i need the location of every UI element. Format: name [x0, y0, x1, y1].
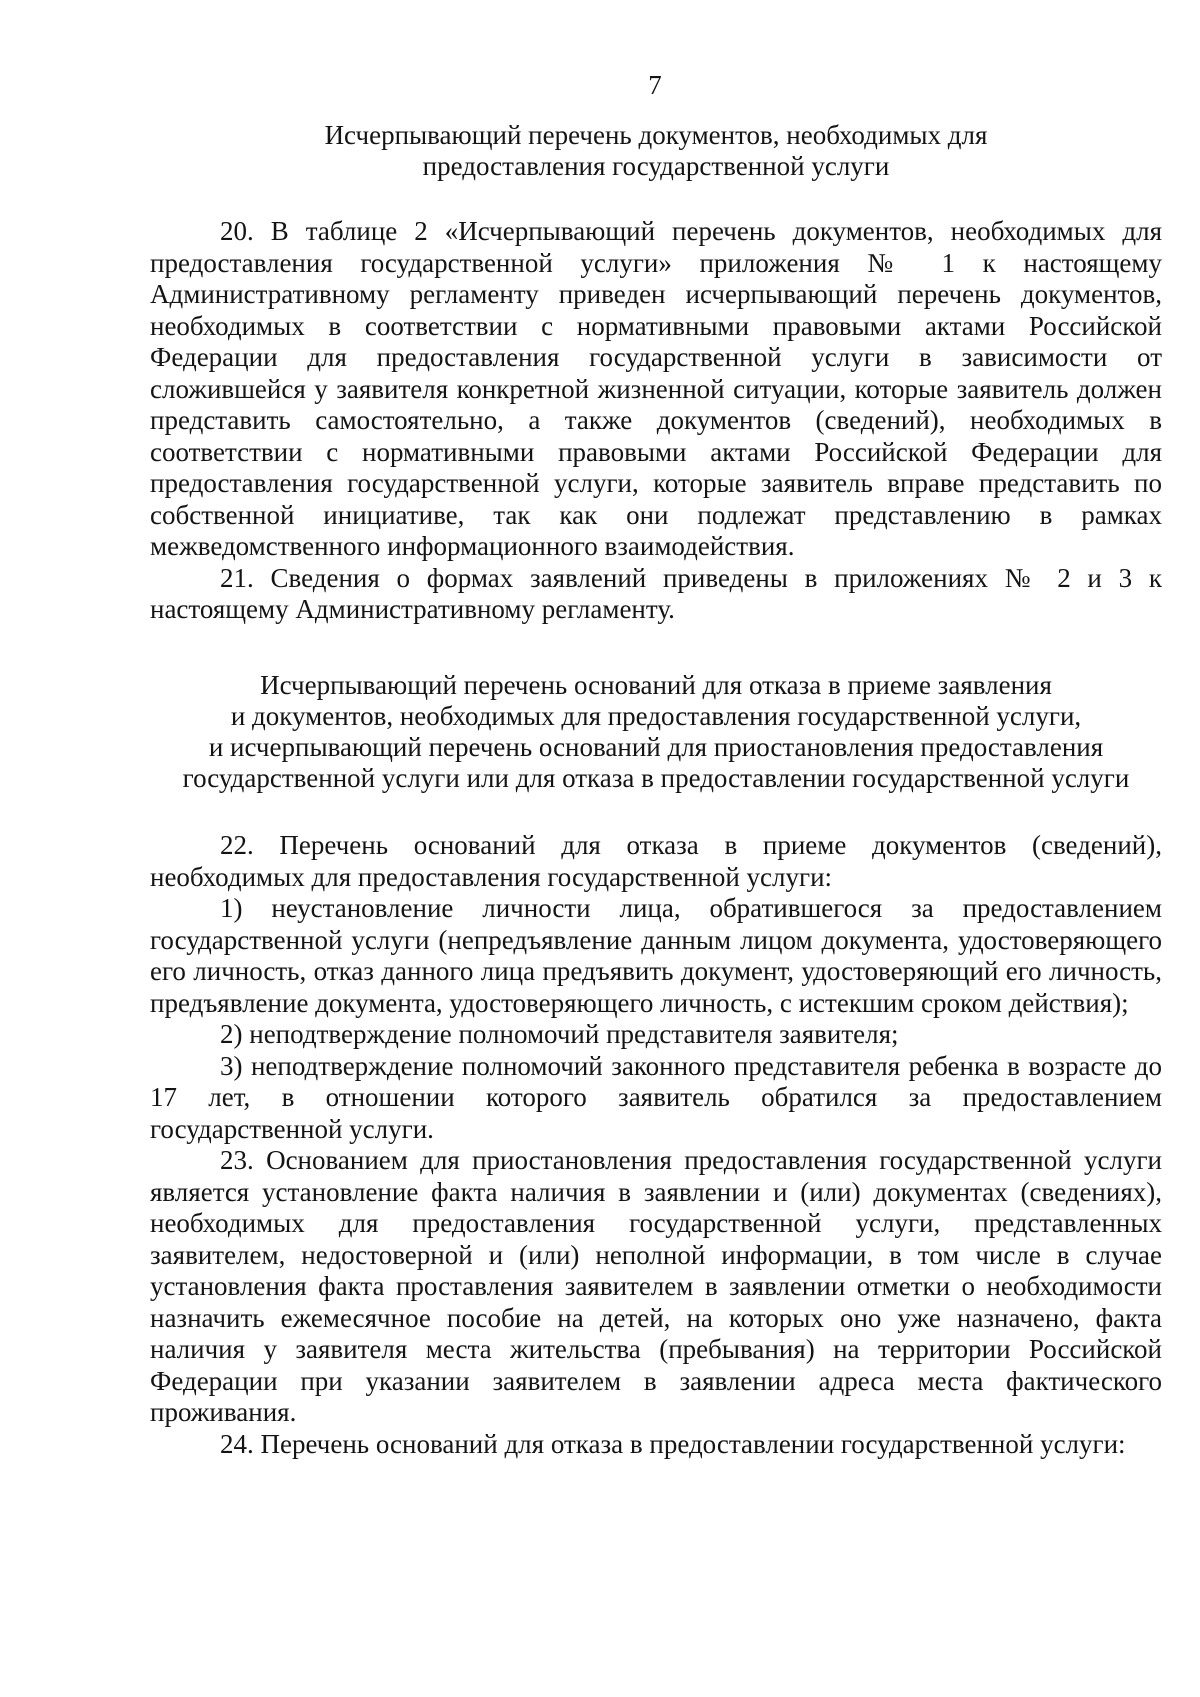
section-heading-documents-list	[150, 120, 1162, 182]
heading-line: и документов, необходимых для предоставления государственной услуги,	[230, 701, 1082, 731]
list-item-3: 3) неподтверждение полномочий законного представителя ребенка в возрасте до 17 лет, в отношении которого заявитель обратился за предоставлением государственной услуги.	[150, 1050, 1162, 1144]
list-item-1: 1) неустановление личности лица, обратившегося за предоставлением государственной услуги (непредъявление данным лицом документа, удостоверяющего его личность, отказ данного лица предъявить документ, удостоверяющий его личность, предъявление документа, удостоверяющего личность, с истекшим сроком действия);	[150, 893, 1162, 1018]
heading-line: Исчерпывающий перечень оснований для отказа в приеме заявления	[260, 670, 1052, 700]
paragraph-21: 21. Сведения о формах заявлений приведены в приложениях № 2 и 3 к настоящему Административному регламенту.	[150, 562, 1162, 624]
paragraph-20: 20. В таблице 2 «Исчерпывающий перечень документов, необходимых для предоставления государственной услуги» приложения № 1 к настоящему Административному регламенту приведен исчерпывающий перечень документов, необходимых в соответствии с нормативными правовыми актами Российской Федерации для предоставления государственной услуги в зависимости от сложившейся у заявителя конкретной жизненной ситуации, которые заявитель должен представить самостоятельно, а также документов (сведений), необходимых в соответствии с нормативными правовыми актами Российской Федерации для предоставления государственной услуги, которые заявитель вправе представить по собственной инициативе, так как они подлежат представлению в рамках межведомственного информационного взаимодействия.	[150, 216, 1162, 561]
paragraph-24: 24. Перечень оснований для отказа в предоставлении государственной услуги:	[220, 1428, 1126, 1459]
paragraph-23: 23. Основанием для приостановления предоставления государственной услуги является установление факта наличия в заявлении и (или) документах (сведениях), необходимых для предоставления государственной услуги, представленных заявителем, недостоверной и (или) неполной информации, в том числе в случае установления факта проставления заявителем в заявлении отметки о необходимости назначить ежемесячное пособие на детей, на которых оно уже назначено, факта наличия у заявителя места жительства (пребывания) на территории Российской Федерации при указании заявителем в заявлении адреса места фактического проживания.	[150, 1145, 1162, 1427]
paragraph-22: 22. Перечень оснований для отказа в приеме документов (сведений), необходимых для предоставления государственной услуги:	[150, 830, 1162, 892]
heading-line: предоставления государственной услуги	[422, 151, 890, 181]
page-number: 7	[648, 70, 662, 100]
heading-line: и исчерпывающий перечень оснований для приостановления предоставления	[208, 732, 1104, 762]
section-body-refusal-grounds	[150, 830, 1162, 1460]
heading-line: государственной услуги или для отказа в предоставлении государственной услуги	[182, 763, 1130, 793]
list-item-2: 2) неподтверждение полномочий представителя заявителя;	[220, 1019, 899, 1049]
section-body-documents-list	[150, 216, 1162, 626]
section-heading-refusal-grounds	[150, 670, 1162, 794]
heading-line: Исчерпывающий перечень документов, необходимых для	[324, 120, 988, 150]
